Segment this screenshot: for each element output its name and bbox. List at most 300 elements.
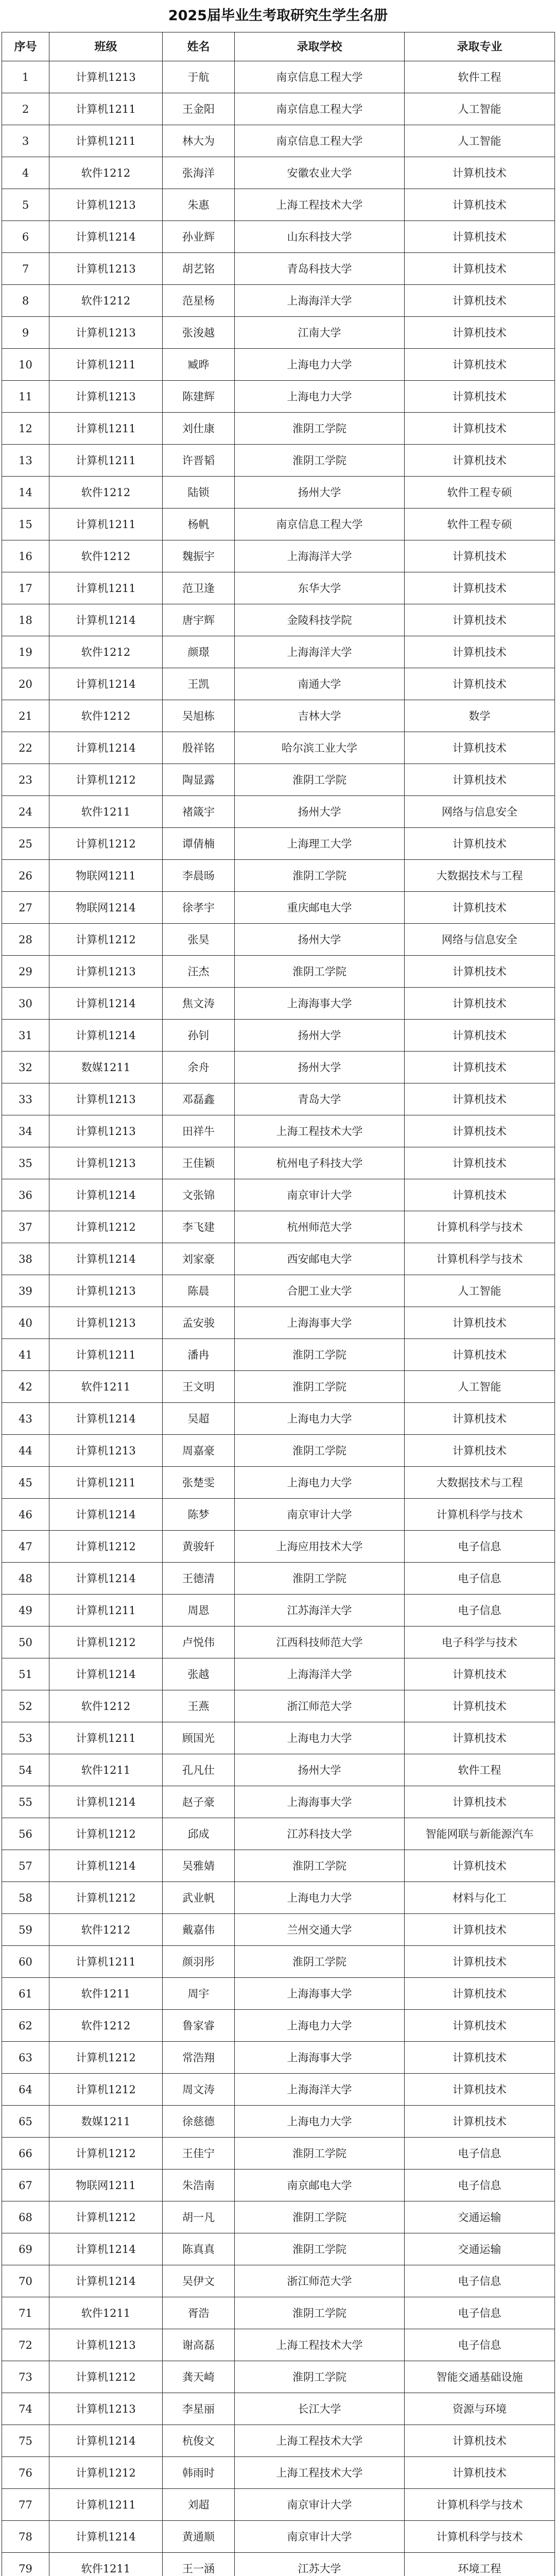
cell-school: 上海海洋大学 [235,1658,405,1690]
cell-school: 上海工程技术大学 [235,189,405,221]
cell-index: 57 [2,1850,49,1882]
cell-class: 软件1211 [49,2553,163,2576]
cell-index: 62 [2,2010,49,2042]
cell-name: 唐宇辉 [163,604,235,636]
cell-index: 50 [2,1626,49,1658]
cell-school: 淮阴工学院 [235,2361,405,2393]
cell-index: 21 [2,700,49,732]
cell-class: 计算机1213 [49,1147,163,1179]
cell-name: 刘仕康 [163,413,235,445]
cell-name: 王佳宁 [163,2138,235,2170]
cell-major: 计算机技术 [405,349,555,381]
cell-school: 金陵科技学院 [235,604,405,636]
cell-major: 资源与环境 [405,2393,555,2425]
cell-major: 电子科学与技术 [405,1626,555,1658]
table-header-row [2,32,555,61]
cell-major: 交通运输 [405,2233,555,2265]
cell-index: 20 [2,668,49,700]
cell-major: 计算机技术 [405,604,555,636]
table-row [2,189,555,221]
table-row [2,1371,555,1403]
cell-major: 计算机技术 [405,1083,555,1115]
cell-class: 软件1212 [49,540,163,572]
cell-major: 计算机技术 [405,1435,555,1467]
cell-name: 陈晨 [163,1275,235,1307]
table-row [2,2361,555,2393]
cell-index: 29 [2,956,49,988]
cell-major: 大数据技术与工程 [405,860,555,892]
cell-name: 孔凡仕 [163,1754,235,1786]
table-row [2,1083,555,1115]
table-row [2,2265,555,2297]
cell-school: 上海电力大学 [235,1722,405,1754]
cell-school: 淮阴工学院 [235,2138,405,2170]
table-row [2,924,555,956]
cell-name: 周恩 [163,1595,235,1626]
cell-class: 数媒1211 [49,2106,163,2138]
document-title: 2025届毕业生考取研究生学生名册 [168,8,388,24]
cell-school: 淮阴工学院 [235,1339,405,1371]
table-row [2,860,555,892]
cell-index: 71 [2,2297,49,2329]
cell-school: 上海工程技术大学 [235,2457,405,2489]
table-row [2,1914,555,1946]
cell-name: 孟安骏 [163,1307,235,1339]
cell-index: 39 [2,1275,49,1307]
cell-name: 田祥牛 [163,1115,235,1147]
cell-index: 76 [2,2457,49,2489]
cell-name: 吴雅婧 [163,1850,235,1882]
cell-index: 68 [2,2201,49,2233]
cell-index: 2 [2,93,49,125]
cell-class: 计算机1212 [49,2042,163,2074]
cell-major: 计算机技术 [405,956,555,988]
cell-major: 软件工程专硕 [405,477,555,509]
cell-class: 计算机1211 [49,2489,163,2521]
cell-name: 孙业辉 [163,221,235,253]
cell-major: 大数据技术与工程 [405,1467,555,1499]
cell-name: 臧晔 [163,349,235,381]
cell-school: 浙江师范大学 [235,2265,405,2297]
cell-major: 计算机技术 [405,828,555,860]
cell-school: 扬州大学 [235,1020,405,1052]
table-row [2,1307,555,1339]
cell-name: 卢悦伟 [163,1626,235,1658]
cell-index: 13 [2,445,49,477]
cell-name: 王燕 [163,1690,235,1722]
cell-index: 16 [2,540,49,572]
table-row [2,2521,555,2553]
cell-class: 计算机1211 [49,413,163,445]
cell-name: 胡艺铭 [163,253,235,285]
cell-major: 人工智能 [405,125,555,157]
table-row [2,1818,555,1850]
cell-name: 顾国光 [163,1722,235,1754]
cell-name: 颜璟 [163,636,235,668]
cell-major: 计算机技术 [405,381,555,413]
cell-school: 上海海洋大学 [235,2074,405,2106]
table-row [2,1339,555,1371]
cell-index: 45 [2,1467,49,1499]
cell-index: 32 [2,1052,49,1083]
cell-index: 65 [2,2106,49,2138]
cell-class: 计算机1214 [49,1658,163,1690]
table-row [2,1211,555,1243]
cell-major: 计算机技术 [405,1307,555,1339]
cell-major: 计算机技术 [405,2042,555,2074]
cell-major: 计算机技术 [405,636,555,668]
cell-class: 计算机1212 [49,1882,163,1914]
cell-school: 南京信息工程大学 [235,125,405,157]
cell-class: 计算机1214 [49,221,163,253]
cell-class: 计算机1213 [49,2393,163,2425]
cell-class: 计算机1214 [49,2425,163,2457]
table-row [2,2010,555,2042]
cell-major: 计算机科学与技术 [405,2489,555,2521]
cell-name: 陶显露 [163,764,235,796]
table-row [2,1115,555,1147]
table-row [2,604,555,636]
cell-major: 计算机技术 [405,2010,555,2042]
table-row [2,1786,555,1818]
cell-school: 淮阴工学院 [235,1946,405,1978]
header-index: 序号 [2,32,49,61]
table-row [2,221,555,253]
cell-school: 兰州交通大学 [235,1914,405,1946]
table-row [2,828,555,860]
table-row [2,1626,555,1658]
cell-class: 物联网1211 [49,860,163,892]
cell-name: 焦文涛 [163,988,235,1020]
table-row [2,2297,555,2329]
cell-school: 合肥工业大学 [235,1275,405,1307]
cell-class: 计算机1211 [49,1722,163,1754]
cell-name: 胥浩 [163,2297,235,2329]
table-row [2,796,555,828]
cell-class: 软件1212 [49,636,163,668]
cell-index: 47 [2,1531,49,1563]
cell-major: 电子信息 [405,1531,555,1563]
table-row [2,1020,555,1052]
cell-index: 8 [2,285,49,317]
cell-name: 张海洋 [163,157,235,189]
cell-major: 计算机技术 [405,1914,555,1946]
table-row [2,2138,555,2170]
cell-name: 王文明 [163,1371,235,1403]
cell-index: 60 [2,1946,49,1978]
cell-class: 计算机1212 [49,2138,163,2170]
cell-major: 计算机科学与技术 [405,1243,555,1275]
cell-name: 周文涛 [163,2074,235,2106]
table-row [2,285,555,317]
cell-school: 南京信息工程大学 [235,61,405,93]
table-row [2,2425,555,2457]
cell-name: 周宇 [163,1978,235,2010]
cell-index: 1 [2,61,49,93]
cell-class: 计算机1213 [49,1083,163,1115]
table-row [2,445,555,477]
cell-class: 计算机1213 [49,2329,163,2361]
table-row [2,1722,555,1754]
cell-school: 南京审计大学 [235,1499,405,1531]
cell-name: 李星丽 [163,2393,235,2425]
cell-index: 78 [2,2521,49,2553]
table-row [2,2329,555,2361]
cell-school: 江苏大学 [235,2553,405,2576]
table-row [2,2457,555,2489]
cell-name: 王佳颖 [163,1147,235,1179]
cell-index: 54 [2,1754,49,1786]
cell-major: 电子信息 [405,2170,555,2201]
cell-index: 46 [2,1499,49,1531]
table-row [2,956,555,988]
cell-index: 24 [2,796,49,828]
table-row [2,1275,555,1307]
cell-name: 朱浩南 [163,2170,235,2201]
cell-class: 计算机1212 [49,2457,163,2489]
cell-school: 扬州大学 [235,1754,405,1786]
cell-name: 胡一凡 [163,2201,235,2233]
cell-name: 张越 [163,1658,235,1690]
cell-index: 64 [2,2074,49,2106]
cell-school: 长江大学 [235,2393,405,2425]
cell-school: 扬州大学 [235,477,405,509]
cell-index: 52 [2,1690,49,1722]
cell-class: 软件1212 [49,2010,163,2042]
table-row [2,1690,555,1722]
cell-school: 上海电力大学 [235,2106,405,2138]
table-row [2,349,555,381]
cell-school: 南京审计大学 [235,1179,405,1211]
cell-index: 10 [2,349,49,381]
cell-major: 计算机技术 [405,317,555,349]
table-row [2,2489,555,2521]
cell-major: 软件工程专硕 [405,509,555,540]
cell-class: 计算机1214 [49,604,163,636]
table-row [2,1658,555,1690]
table-row [2,668,555,700]
cell-school: 南京审计大学 [235,2489,405,2521]
cell-name: 吴旭栋 [163,700,235,732]
cell-school: 上海电力大学 [235,1467,405,1499]
cell-name: 常浩翔 [163,2042,235,2074]
cell-class: 计算机1211 [49,93,163,125]
cell-major: 计算机技术 [405,221,555,253]
cell-major: 电子信息 [405,1595,555,1626]
cell-school: 淮阴工学院 [235,860,405,892]
cell-school: 上海海洋大学 [235,636,405,668]
cell-class: 计算机1212 [49,1626,163,1658]
cell-class: 计算机1213 [49,1435,163,1467]
header-name: 姓名 [163,32,235,61]
cell-name: 汪杰 [163,956,235,988]
cell-school: 上海海事大学 [235,988,405,1020]
cell-class: 计算机1212 [49,2201,163,2233]
cell-name: 王德清 [163,1563,235,1595]
cell-school: 淮阴工学院 [235,2201,405,2233]
cell-major: 计算机技术 [405,157,555,189]
cell-name: 文张锦 [163,1179,235,1211]
cell-major: 计算机技术 [405,572,555,604]
cell-major: 计算机技术 [405,1946,555,1978]
cell-school: 青岛大学 [235,1083,405,1115]
cell-index: 22 [2,732,49,764]
table-row [2,988,555,1020]
cell-class: 软件1212 [49,477,163,509]
cell-major: 计算机技术 [405,988,555,1020]
table-row [2,2233,555,2265]
cell-name: 吴伊文 [163,2265,235,2297]
cell-major: 交通运输 [405,2201,555,2233]
header-school: 录取学校 [235,32,405,61]
cell-name: 于航 [163,61,235,93]
cell-major: 数学 [405,700,555,732]
cell-class: 计算机1213 [49,253,163,285]
cell-name: 张昊 [163,924,235,956]
cell-name: 徐孝宇 [163,892,235,924]
cell-index: 42 [2,1371,49,1403]
cell-school: 淮阴工学院 [235,1371,405,1403]
cell-class: 计算机1211 [49,125,163,157]
cell-index: 19 [2,636,49,668]
cell-name: 王一涵 [163,2553,235,2576]
cell-school: 淮阴工学院 [235,2233,405,2265]
cell-name: 龚天崎 [163,2361,235,2393]
cell-index: 48 [2,1563,49,1595]
cell-name: 朱惠 [163,189,235,221]
table-row [2,253,555,285]
cell-school: 上海应用技术大学 [235,1531,405,1563]
cell-class: 计算机1213 [49,317,163,349]
cell-major: 网络与信息安全 [405,796,555,828]
cell-class: 计算机1214 [49,2521,163,2553]
cell-school: 杭州师范大学 [235,1211,405,1243]
cell-class: 软件1211 [49,1978,163,2010]
cell-class: 软件1211 [49,1754,163,1786]
cell-school: 南京审计大学 [235,2521,405,2553]
admission-roster-table [2,32,555,2576]
cell-class: 计算机1214 [49,1243,163,1275]
cell-name: 黄骏轩 [163,1531,235,1563]
cell-index: 63 [2,2042,49,2074]
cell-school: 江南大学 [235,317,405,349]
cell-name: 谭倩楠 [163,828,235,860]
cell-index: 28 [2,924,49,956]
cell-name: 陆锁 [163,477,235,509]
cell-index: 51 [2,1658,49,1690]
table-row [2,572,555,604]
cell-school: 上海海洋大学 [235,285,405,317]
table-row [2,2170,555,2201]
cell-index: 41 [2,1339,49,1371]
cell-class: 计算机1211 [49,1595,163,1626]
table-row [2,636,555,668]
cell-school: 西安邮电大学 [235,1243,405,1275]
cell-major: 计算机技术 [405,1147,555,1179]
cell-index: 3 [2,125,49,157]
cell-major: 计算机技术 [405,413,555,445]
cell-major: 计算机技术 [405,445,555,477]
cell-index: 34 [2,1115,49,1147]
cell-school: 上海电力大学 [235,2010,405,2042]
table-row [2,509,555,540]
table-row [2,1435,555,1467]
cell-name: 陈真真 [163,2233,235,2265]
cell-index: 61 [2,1978,49,2010]
cell-class: 计算机1212 [49,2074,163,2106]
cell-index: 26 [2,860,49,892]
cell-major: 计算机技术 [405,892,555,924]
cell-class: 软件1211 [49,1371,163,1403]
cell-class: 计算机1214 [49,1563,163,1595]
cell-name: 张楚雯 [163,1467,235,1499]
cell-name: 刘家豪 [163,1243,235,1275]
cell-school: 上海电力大学 [235,349,405,381]
cell-school: 淮阴工学院 [235,956,405,988]
cell-major: 智能交通基础设施 [405,2361,555,2393]
cell-major: 计算机技术 [405,1658,555,1690]
cell-index: 43 [2,1403,49,1435]
cell-name: 赵子豪 [163,1786,235,1818]
cell-school: 淮阴工学院 [235,445,405,477]
cell-major: 计算机技术 [405,2425,555,2457]
cell-name: 陈建辉 [163,381,235,413]
cell-class: 数媒1211 [49,1052,163,1083]
cell-index: 7 [2,253,49,285]
cell-index: 4 [2,157,49,189]
cell-major: 计算机技术 [405,1020,555,1052]
cell-school: 淮阴工学院 [235,1850,405,1882]
cell-index: 44 [2,1435,49,1467]
cell-index: 66 [2,2138,49,2170]
table-row [2,381,555,413]
cell-name: 褚箴宇 [163,796,235,828]
cell-name: 韩雨时 [163,2457,235,2489]
table-row [2,1850,555,1882]
cell-major: 计算机技术 [405,1690,555,1722]
cell-major: 电子信息 [405,2265,555,2297]
header-class: 班级 [49,32,163,61]
cell-major: 环境工程 [405,2553,555,2576]
cell-major: 计算机技术 [405,764,555,796]
table-row [2,2201,555,2233]
cell-name: 林大为 [163,125,235,157]
cell-school: 哈尔滨工业大学 [235,732,405,764]
cell-school: 浙江师范大学 [235,1690,405,1722]
cell-class: 软件1212 [49,700,163,732]
cell-index: 37 [2,1211,49,1243]
cell-school: 上海电力大学 [235,1882,405,1914]
cell-index: 59 [2,1914,49,1946]
cell-name: 李晨旸 [163,860,235,892]
cell-index: 36 [2,1179,49,1211]
cell-name: 颜羽彤 [163,1946,235,1978]
cell-major: 计算机技术 [405,1403,555,1435]
table-row [2,61,555,93]
cell-name: 杨帆 [163,509,235,540]
cell-index: 23 [2,764,49,796]
cell-major: 材料与化工 [405,1882,555,1914]
cell-major: 计算机技术 [405,1850,555,1882]
table-row [2,732,555,764]
cell-name: 余舟 [163,1052,235,1083]
cell-index: 72 [2,2329,49,2361]
cell-index: 9 [2,317,49,349]
cell-school: 杭州电子科技大学 [235,1147,405,1179]
cell-class: 计算机1213 [49,1275,163,1307]
cell-school: 淮阴工学院 [235,764,405,796]
cell-class: 物联网1214 [49,892,163,924]
